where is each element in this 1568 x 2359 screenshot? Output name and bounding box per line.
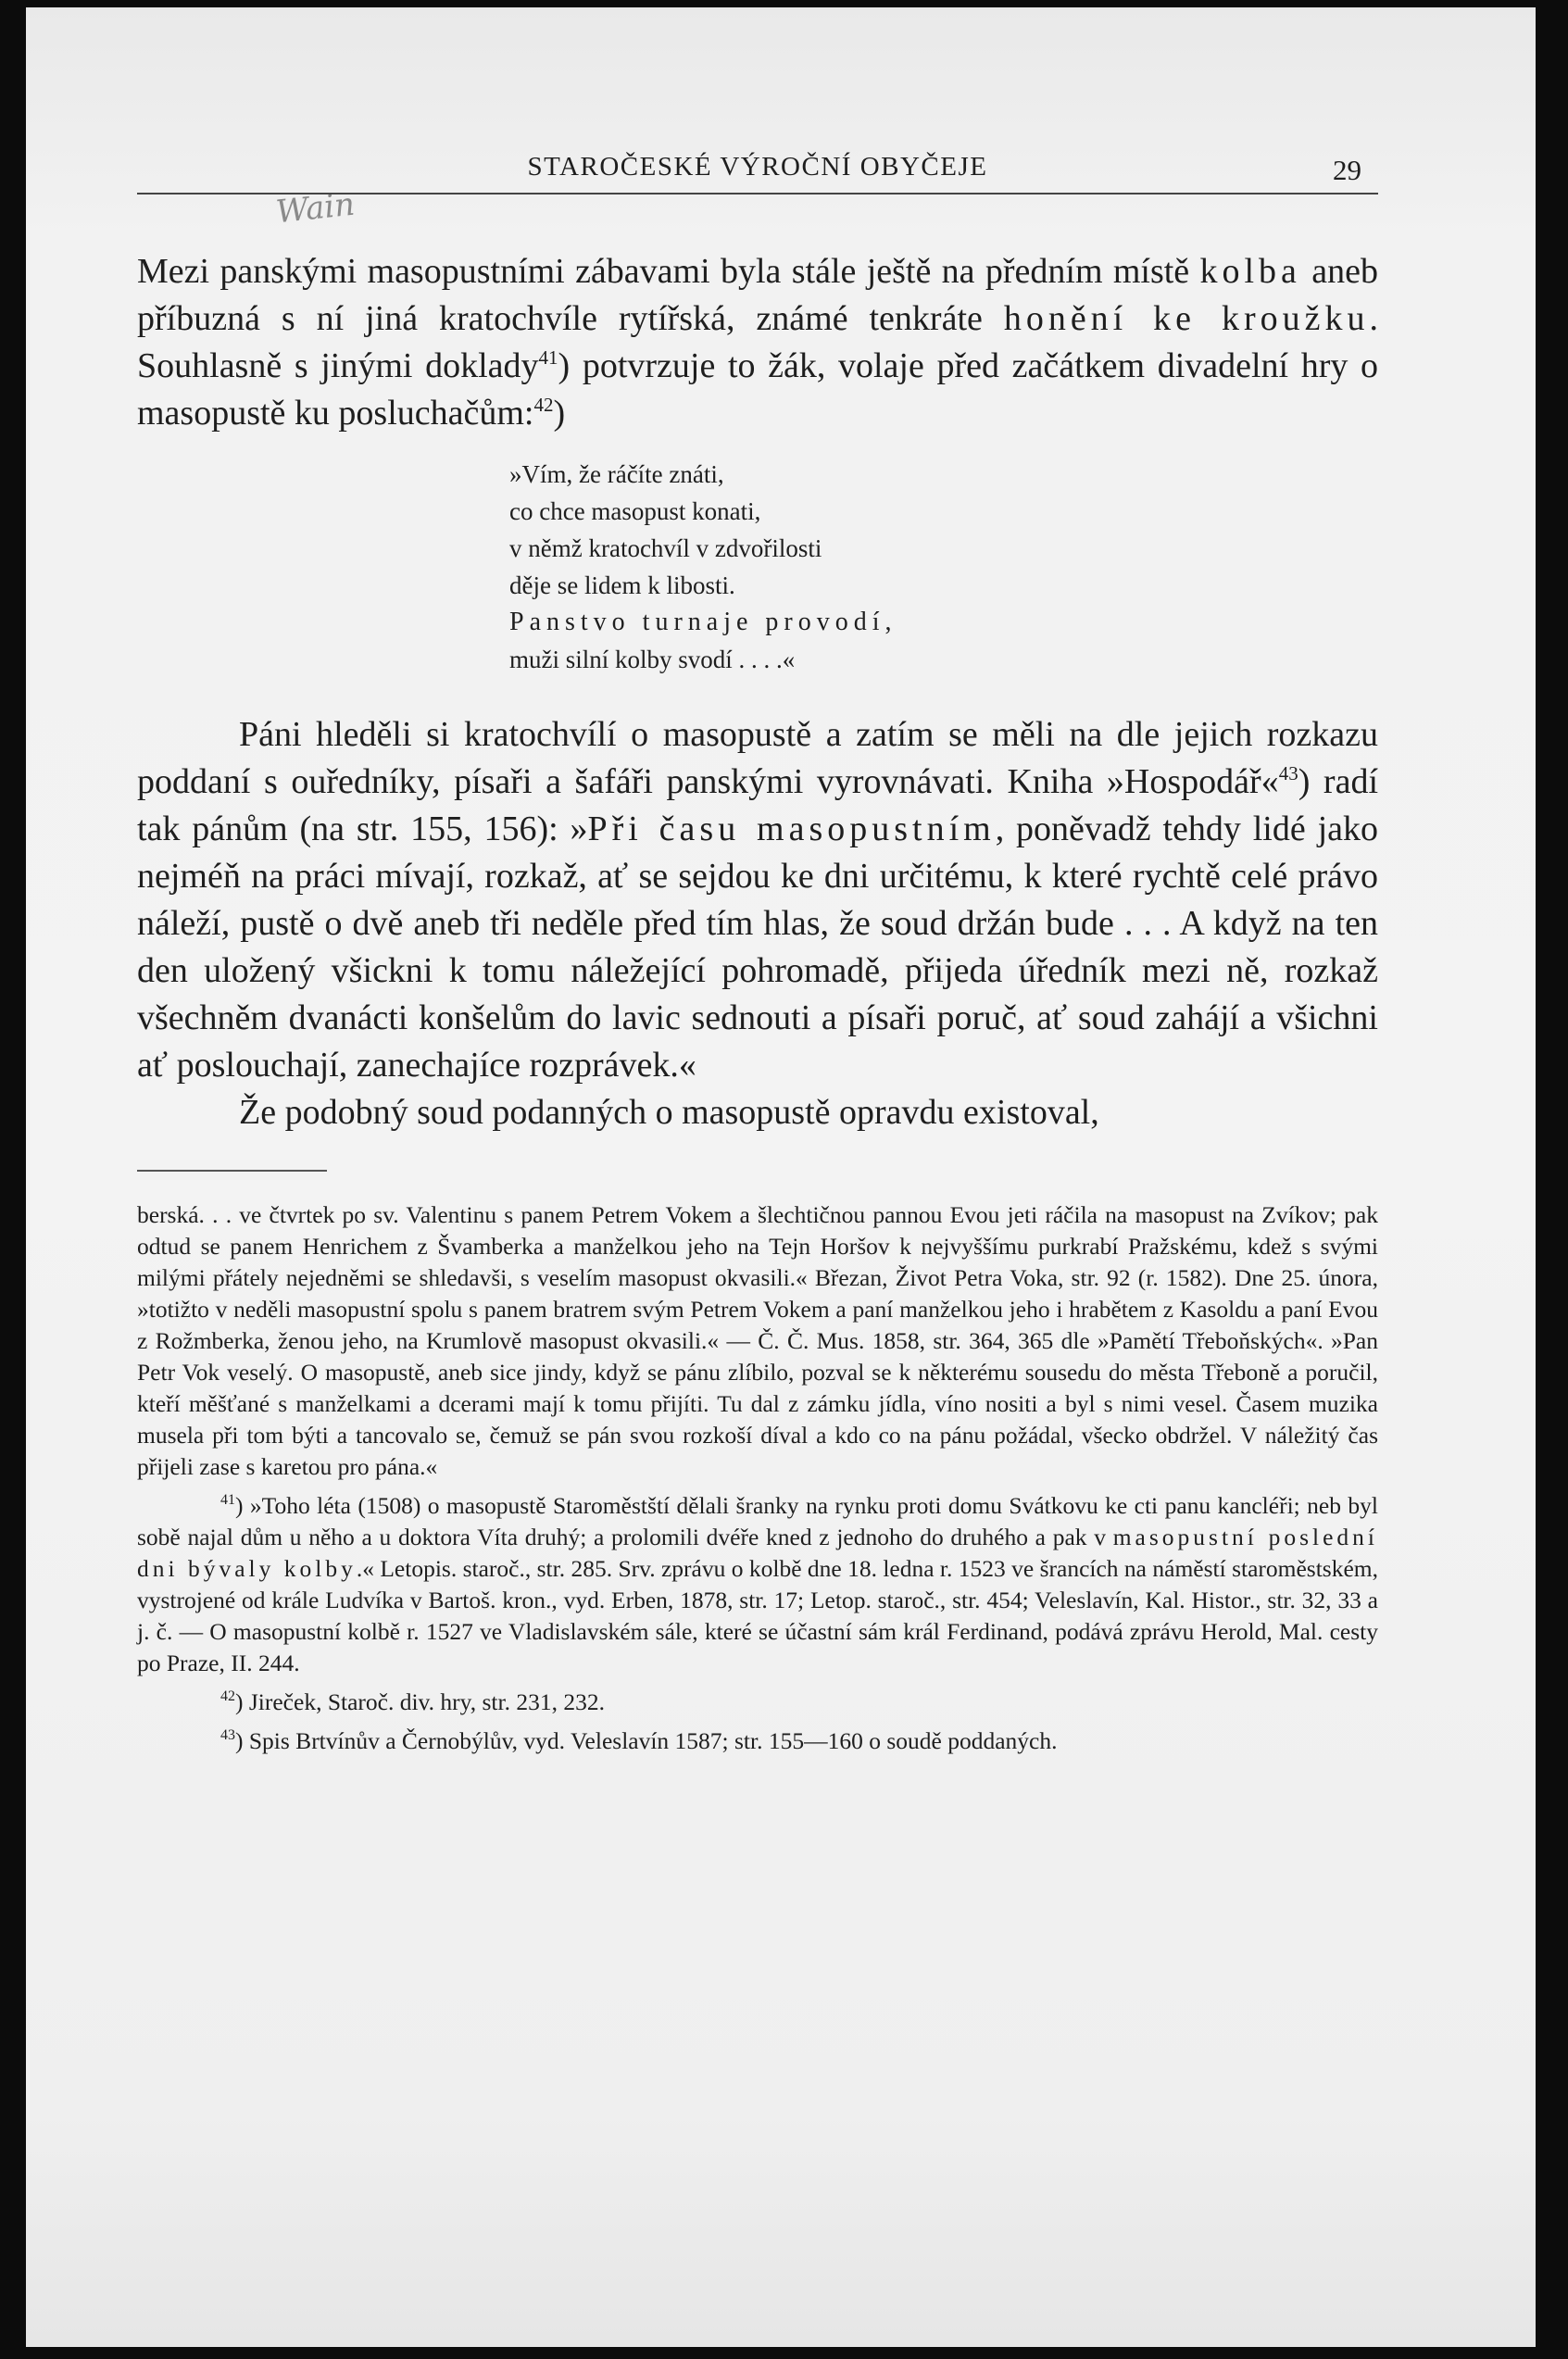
verse-quote <box>509 456 1378 678</box>
verse-line: děje se lidem k libosti. <box>509 571 735 599</box>
text-run: , poněvadž tehdy lidé jako nejméň na práci mívají, rozkaž, ať se sejdou ke dni určitému, k které rychtě celé právo náleží, pustě o dvě aneb tři neděle před tím hlas, že soud držán bude . . . A když na ten den uložený všickni k tomu náležející pohromadě, přijeda úředník mezi ně, rozkaž všechněm dvanácti konšelům do lavic sednouti a písaři poruč, ať soud zahájí a všichni ať poslouchají, zanechajíce rozprávek.« <box>137 809 1378 1085</box>
text-run: aneb příbuzná s ní jiná kratochvíle rytířská, známé tenkráte <box>137 252 1379 338</box>
handwritten-pencil-mark: Wain <box>274 185 357 232</box>
footnote-number: 42 <box>220 1688 235 1704</box>
running-title: STAROČESKÉ VÝROČNÍ OBYČEJE <box>527 152 988 182</box>
text-run: ) potvrzuje to žák, volaje před začátkem divadelní hry o masopustě ku posluchačům: <box>137 346 1379 433</box>
verse-line: co chce masopust konati, <box>509 497 761 525</box>
verse-line: v němž kratochvíl v zdvořilosti <box>509 534 822 562</box>
footnote-ref: 43 <box>1278 762 1298 784</box>
footnote-ref: 41 <box>538 346 558 369</box>
paragraph-2 <box>137 711 1378 1089</box>
footnote-ref: 42 <box>533 394 554 416</box>
page-number: 29 <box>1333 154 1361 186</box>
footnotes <box>137 1199 1378 1757</box>
footnote-42 <box>137 1687 1378 1718</box>
scanned-page <box>26 7 1536 2347</box>
footnote-number: 41 <box>220 1492 235 1508</box>
spaced-term: masopustní poslední dni bývaly kolby <box>137 1524 1378 1582</box>
text-run: ) »Toho léta (1508) o masopustě Staroměstští dělali šranky na rynku proti domu Svátkovu ke cti panu kancléři; neb byl sobě najal dům u něho a u doktora Víta druhý; a prolomili dvéře kned z jednoho do druhého a pak v <box>137 1492 1378 1550</box>
text-run: Páni hleděli si kratochvílí o masopustě a zatím se měli na dle jejich rozkazu poddaní s ouředníky, písaři a šafáři panskými vyrovnávati. Kniha »Hospodář« <box>137 715 1378 801</box>
text-run: .« Letopis. staroč., str. 285. Srv. zprávu o kolbě dne 18. ledna r. 1523 ve šrancích na náměstí staroměstském, vystrojené od krále Ludvíka v Bartoš. kron., vyd. Erben, 1878, str. 17; Letop. staroč., str. 454; Veleslavín, Kal. Histor., str. 32, 33 a j. č. — O masopustní kolbě r. 1527 ve Vladislavském sále, které se účastní sám král Ferdinand, podává zprávu Herold, Mal. cesty po Praze, II. 244. <box>137 1555 1378 1676</box>
spaced-term: honění ke kroužku <box>1003 299 1370 338</box>
text-run: ) Jireček, Staroč. div. hry, str. 231, 232. <box>235 1688 605 1715</box>
text-run: ) radí tak pánům (na str. 155, 156): » <box>137 762 1379 848</box>
verse-line: muži silní kolby svodí . . . .« <box>509 646 796 673</box>
footnote-number: 43 <box>220 1727 235 1743</box>
paragraph-1 <box>137 248 1378 437</box>
running-header <box>137 146 1378 194</box>
spaced-term: kolba <box>1199 252 1301 291</box>
spaced-term: Při času masopustním <box>587 809 996 848</box>
main-text <box>137 248 1378 1136</box>
footnote-41 <box>137 1490 1378 1679</box>
paragraph-3: Že podobný soud podanných o masopustě opravdu existoval, <box>239 1093 1099 1132</box>
page-content <box>137 146 1378 1764</box>
footnote-continuation: berská. . . ve čtvrtek po sv. Valentinu s panem Petrem Vokem a šlechtičnou pannou Evou jeti ráčila na masopust na Zvíkov; pak odtud se panem Henrichem z Švamberka a manželkou jeho na Tejn Horšov k nejvyššímu purkrabí Pražskému, kdež s svými milými přátely nejedněmi se shledavši, s veselím masopust okvasili.« Březan, Život Petra Voka, str. 92 (r. 1582). Dne 25. února, »totižto v neděli masopustní spolu s panem bratrem svým Petrem Vokem a paní manželkou jeho i hrabětem z Kasoldu a paní Evou z Rožmberka, ženou jeho, na Krumlově masopust okvasili.« — Č. Č. Mus. 1858, str. 364, 365 dle »Pamětí Třeboňských«. »Pan Petr Vok veselý. O masopustě, aneb sice jindy, když se pánu zlíbilo, pozval se k některému sousedu do města Třeboně a poručil, kteří měšťané s manželkami a dcerami mají k tomu přijíti. Tu dal z zámku jídla, víno nositi a byl s nimi vesel. Časem muzika musela při tom býti a tancovalo se, čemuž se pán svou rozkoší díval a kdo co na pánu požádal, všecko obdržel. V náležitý čas přijeli zase s karetou pro pána.« <box>137 1201 1378 1480</box>
footnote-43 <box>137 1725 1378 1757</box>
text-run: . Souhlasně s jinými doklady <box>137 299 1378 385</box>
verse-line: »Vím, že ráčíte znáti, <box>509 460 724 488</box>
verse-line: Panstvo turnaje provodí, <box>509 608 897 636</box>
text-run: ) Spis Brtvínův a Černobýlův, vyd. Veleslavín 1587; str. 155—160 o soudě poddaných. <box>235 1727 1058 1754</box>
footnote-divider <box>137 1170 327 1172</box>
text-run: Mezi panskými masopustními zábavami byla stále ještě na předním místě <box>137 252 1200 291</box>
text-run: ) <box>553 394 566 433</box>
